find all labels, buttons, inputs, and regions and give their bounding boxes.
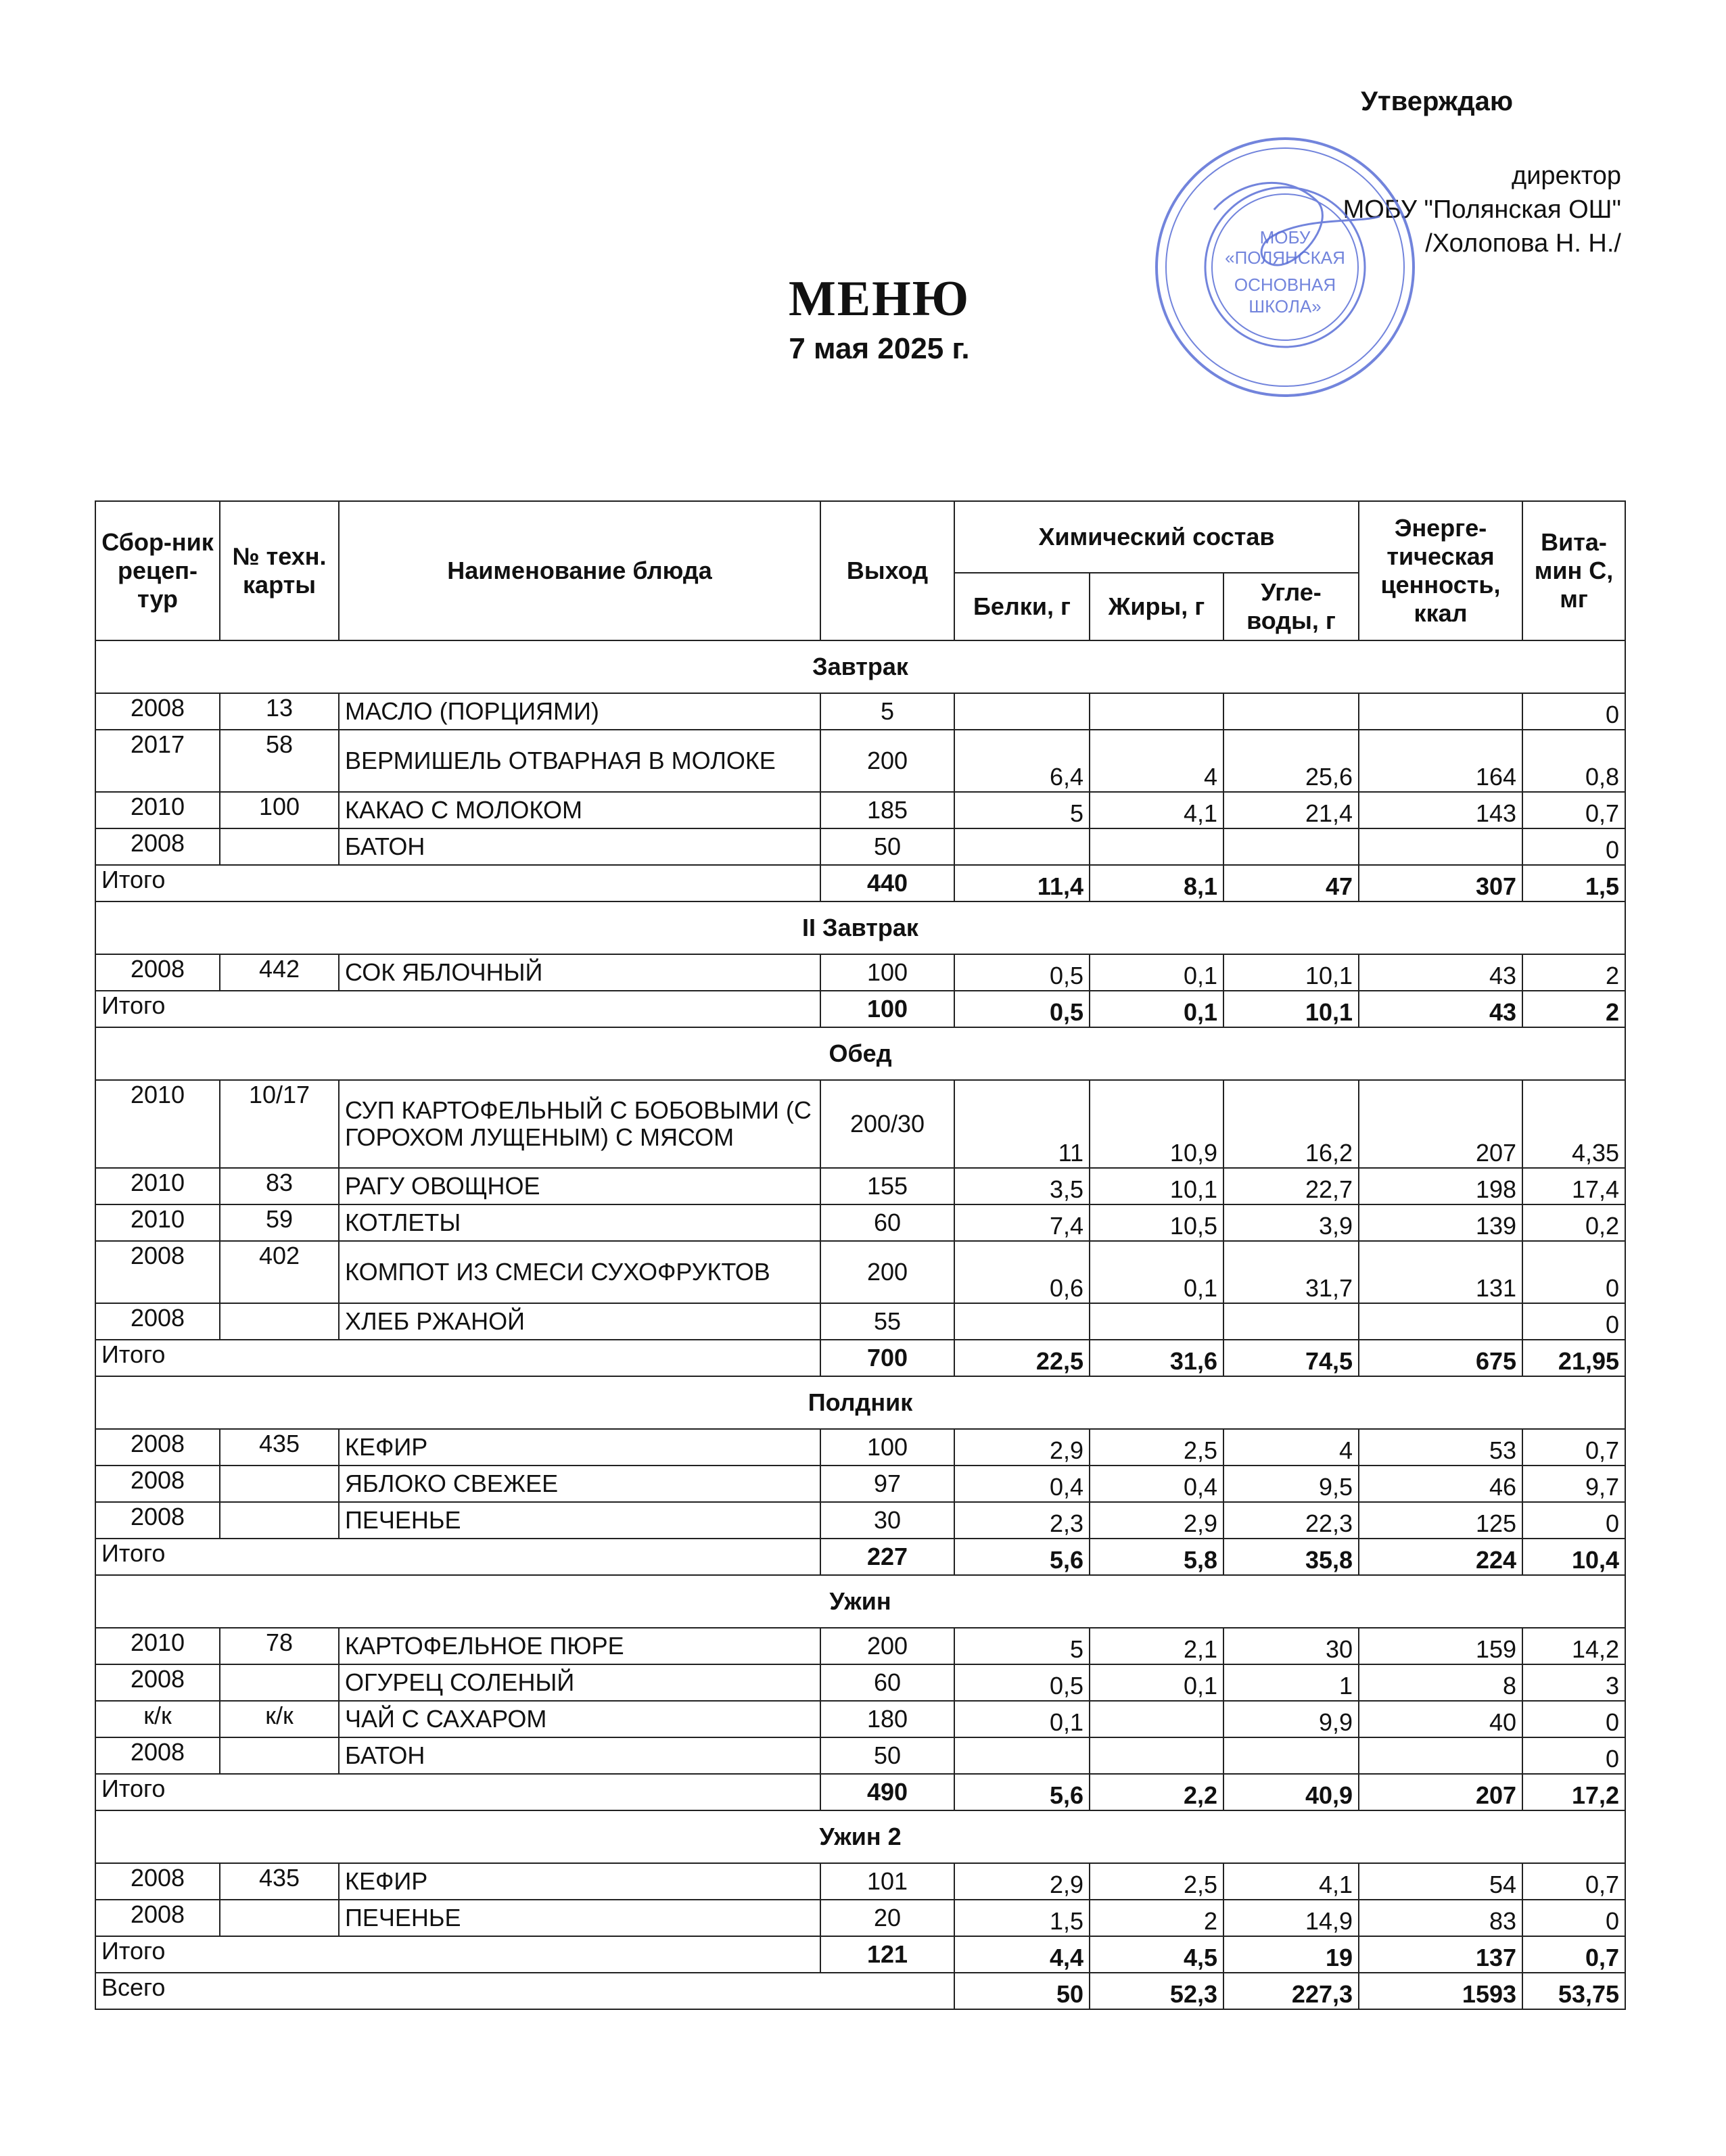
carbs-cell: 16,2 bbox=[1223, 1080, 1359, 1168]
energy-cell bbox=[1359, 1737, 1522, 1774]
subtotal-row bbox=[95, 1774, 1625, 1810]
carbs-cell: 9,9 bbox=[1223, 1701, 1359, 1737]
table-row bbox=[95, 1900, 1625, 1936]
carbs-cell: 4 bbox=[1223, 1429, 1359, 1466]
menu-body bbox=[95, 640, 1625, 2009]
table-row bbox=[95, 1303, 1625, 1340]
energy-cell bbox=[1359, 1303, 1522, 1340]
subtotal-carbs: 74,5 bbox=[1223, 1340, 1359, 1376]
energy-cell: 207 bbox=[1359, 1080, 1522, 1168]
output-cell: 60 bbox=[820, 1204, 954, 1241]
school-seal-stamp bbox=[1150, 128, 1420, 406]
carbs-cell bbox=[1223, 1737, 1359, 1774]
recipe-collection-cell: к/к bbox=[95, 1701, 220, 1737]
subtotal-fat: 5,8 bbox=[1090, 1539, 1223, 1575]
table-row bbox=[95, 1204, 1625, 1241]
output-cell: 200 bbox=[820, 1628, 954, 1664]
vitamin-c-cell: 0 bbox=[1522, 1900, 1625, 1936]
recipe-collection-cell: 2008 bbox=[95, 1466, 220, 1502]
fat-cell: 4 bbox=[1090, 730, 1223, 792]
recipe-collection-cell: 2008 bbox=[95, 1241, 220, 1303]
subtotal-protein: 11,4 bbox=[954, 865, 1090, 901]
col-header-fat: Жиры, г bbox=[1090, 573, 1223, 640]
subtotal-protein: 4,4 bbox=[954, 1936, 1090, 1973]
energy-cell bbox=[1359, 828, 1522, 865]
seal-text-2: «ПОЛЯНСКАЯ bbox=[1225, 248, 1345, 268]
seal-text-3: ОСНОВНАЯ bbox=[1234, 275, 1336, 295]
tech-card-cell: 402 bbox=[220, 1241, 339, 1303]
recipe-collection-cell: 2010 bbox=[95, 1204, 220, 1241]
dish-name-cell: СОК ЯБЛОЧНЫЙ bbox=[339, 954, 820, 991]
section-header-row bbox=[95, 1575, 1625, 1628]
vitamin-c-cell: 0,7 bbox=[1522, 1429, 1625, 1466]
vitamin-c-cell: 0 bbox=[1522, 1737, 1625, 1774]
table-row bbox=[95, 1628, 1625, 1664]
output-cell: 180 bbox=[820, 1701, 954, 1737]
vitamin-c-cell: 14,2 bbox=[1522, 1628, 1625, 1664]
menu-table bbox=[95, 500, 1626, 2010]
subtotal-fat: 8,1 bbox=[1090, 865, 1223, 901]
protein-cell: 7,4 bbox=[954, 1204, 1090, 1241]
recipe-collection-cell: 2008 bbox=[95, 1664, 220, 1701]
section-header-row bbox=[95, 1810, 1625, 1863]
subtotal-row bbox=[95, 865, 1625, 901]
protein-cell: 11 bbox=[954, 1080, 1090, 1168]
carbs-cell bbox=[1223, 693, 1359, 730]
header-row-1 bbox=[95, 501, 1625, 573]
output-cell: 20 bbox=[820, 1900, 954, 1936]
grand-total-row bbox=[95, 1973, 1625, 2009]
energy-cell: 8 bbox=[1359, 1664, 1522, 1701]
dish-name-cell: ХЛЕБ РЖАНОЙ bbox=[339, 1303, 820, 1340]
tech-card-cell: 10/17 bbox=[220, 1080, 339, 1168]
approval-title: Утверждаю bbox=[1361, 87, 1513, 116]
carbs-cell bbox=[1223, 1303, 1359, 1340]
fat-cell: 0,1 bbox=[1090, 954, 1223, 991]
protein-cell bbox=[954, 1303, 1090, 1340]
table-row bbox=[95, 1863, 1625, 1900]
subtotal-energy: 675 bbox=[1359, 1340, 1522, 1376]
fat-cell: 0,1 bbox=[1090, 1664, 1223, 1701]
subtotal-fat: 2,2 bbox=[1090, 1774, 1223, 1810]
dish-name-cell: ПЕЧЕНЬЕ bbox=[339, 1900, 820, 1936]
subtotal-vitamin-c: 0,7 bbox=[1522, 1936, 1625, 1973]
fat-cell: 0,1 bbox=[1090, 1241, 1223, 1303]
output-cell: 50 bbox=[820, 828, 954, 865]
carbs-cell: 10,1 bbox=[1223, 954, 1359, 991]
protein-cell: 0,5 bbox=[954, 954, 1090, 991]
vitamin-c-cell: 0,7 bbox=[1522, 792, 1625, 828]
protein-cell bbox=[954, 1737, 1090, 1774]
output-cell: 100 bbox=[820, 1429, 954, 1466]
col-header-carbs: Угле-воды, г bbox=[1223, 573, 1359, 640]
carbs-cell: 4,1 bbox=[1223, 1863, 1359, 1900]
recipe-collection-cell: 2008 bbox=[95, 954, 220, 991]
tech-card-cell bbox=[220, 828, 339, 865]
tech-card-cell bbox=[220, 1900, 339, 1936]
subtotal-vitamin-c: 17,2 bbox=[1522, 1774, 1625, 1810]
protein-cell: 0,4 bbox=[954, 1466, 1090, 1502]
approval-position: директор bbox=[1512, 162, 1621, 190]
energy-cell: 40 bbox=[1359, 1701, 1522, 1737]
tech-card-cell: к/к bbox=[220, 1701, 339, 1737]
fat-cell: 10,1 bbox=[1090, 1168, 1223, 1204]
col-header-energy: Энерге-тическая ценность, ккал bbox=[1359, 501, 1522, 640]
carbs-cell: 31,7 bbox=[1223, 1241, 1359, 1303]
recipe-collection-cell: 2008 bbox=[95, 1737, 220, 1774]
output-cell: 60 bbox=[820, 1664, 954, 1701]
vitamin-c-cell: 0,8 bbox=[1522, 730, 1625, 792]
output-cell: 200 bbox=[820, 1241, 954, 1303]
subtotal-energy: 43 bbox=[1359, 991, 1522, 1027]
output-cell: 5 bbox=[820, 693, 954, 730]
dish-name-cell: КОМПОТ ИЗ СМЕСИ СУХОФРУКТОВ bbox=[339, 1241, 820, 1303]
energy-cell bbox=[1359, 693, 1522, 730]
grand-total-label: Всего bbox=[95, 1973, 954, 2009]
energy-cell: 46 bbox=[1359, 1466, 1522, 1502]
output-cell: 101 bbox=[820, 1863, 954, 1900]
protein-cell: 2,9 bbox=[954, 1429, 1090, 1466]
vitamin-c-cell: 9,7 bbox=[1522, 1466, 1625, 1502]
section-title: Полдник bbox=[95, 1376, 1625, 1429]
table-row bbox=[95, 1429, 1625, 1466]
dish-name-cell: БАТОН bbox=[339, 828, 820, 865]
output-cell: 155 bbox=[820, 1168, 954, 1204]
protein-cell: 0,1 bbox=[954, 1701, 1090, 1737]
fat-cell: 2 bbox=[1090, 1900, 1223, 1936]
fat-cell: 2,1 bbox=[1090, 1628, 1223, 1664]
dish-name-cell: МАСЛО (ПОРЦИЯМИ) bbox=[339, 693, 820, 730]
subtotal-protein: 5,6 bbox=[954, 1539, 1090, 1575]
dish-name-cell: РАГУ ОВОЩНОЕ bbox=[339, 1168, 820, 1204]
table-row bbox=[95, 1664, 1625, 1701]
energy-cell: 83 bbox=[1359, 1900, 1522, 1936]
subtotal-carbs: 35,8 bbox=[1223, 1539, 1359, 1575]
fat-cell: 2,9 bbox=[1090, 1502, 1223, 1539]
subtotal-output: 100 bbox=[820, 991, 954, 1027]
recipe-collection-cell: 2008 bbox=[95, 1429, 220, 1466]
recipe-collection-cell: 2010 bbox=[95, 792, 220, 828]
carbs-cell: 9,5 bbox=[1223, 1466, 1359, 1502]
tech-card-cell: 100 bbox=[220, 792, 339, 828]
protein-cell bbox=[954, 828, 1090, 865]
recipe-collection-cell: 2008 bbox=[95, 1900, 220, 1936]
col-header-collection: Сбор-ник рецеп-тур bbox=[95, 501, 220, 640]
tech-card-cell bbox=[220, 1737, 339, 1774]
tech-card-cell: 435 bbox=[220, 1863, 339, 1900]
recipe-collection-cell: 2008 bbox=[95, 1303, 220, 1340]
col-header-protein: Белки, г bbox=[954, 573, 1090, 640]
recipe-collection-cell: 2008 bbox=[95, 1502, 220, 1539]
recipe-collection-cell: 2010 bbox=[95, 1168, 220, 1204]
subtotal-energy: 137 bbox=[1359, 1936, 1522, 1973]
energy-cell: 54 bbox=[1359, 1863, 1522, 1900]
protein-cell: 3,5 bbox=[954, 1168, 1090, 1204]
carbs-cell: 22,3 bbox=[1223, 1502, 1359, 1539]
output-cell: 100 bbox=[820, 954, 954, 991]
vitamin-c-cell: 4,35 bbox=[1522, 1080, 1625, 1168]
subtotal-vitamin-c: 21,95 bbox=[1522, 1340, 1625, 1376]
recipe-collection-cell: 2017 bbox=[95, 730, 220, 792]
recipe-collection-cell: 2008 bbox=[95, 828, 220, 865]
section-title: Ужин 2 bbox=[95, 1810, 1625, 1863]
energy-cell: 164 bbox=[1359, 730, 1522, 792]
output-cell: 55 bbox=[820, 1303, 954, 1340]
table-row bbox=[95, 730, 1625, 792]
table-row bbox=[95, 1502, 1625, 1539]
dish-name-cell: БАТОН bbox=[339, 1737, 820, 1774]
table-row bbox=[95, 1241, 1625, 1303]
grand-total-vitamin-c: 53,75 bbox=[1522, 1973, 1625, 2009]
protein-cell: 2,3 bbox=[954, 1502, 1090, 1539]
energy-cell: 139 bbox=[1359, 1204, 1522, 1241]
seal-text-1: МОБУ bbox=[1259, 227, 1311, 248]
vitamin-c-cell: 0,7 bbox=[1522, 1863, 1625, 1900]
subtotal-output: 121 bbox=[820, 1936, 954, 1973]
fat-cell: 2,5 bbox=[1090, 1863, 1223, 1900]
output-cell: 30 bbox=[820, 1502, 954, 1539]
approval-organization: МОБУ "Полянская ОШ" bbox=[1343, 195, 1621, 224]
subtotal-carbs: 40,9 bbox=[1223, 1774, 1359, 1810]
protein-cell: 5 bbox=[954, 792, 1090, 828]
tech-card-cell bbox=[220, 1664, 339, 1701]
vitamin-c-cell: 0 bbox=[1522, 693, 1625, 730]
protein-cell: 1,5 bbox=[954, 1900, 1090, 1936]
vitamin-c-cell: 3 bbox=[1522, 1664, 1625, 1701]
section-header-row bbox=[95, 1376, 1625, 1429]
energy-cell: 125 bbox=[1359, 1502, 1522, 1539]
subtotal-row bbox=[95, 991, 1625, 1027]
fat-cell: 4,1 bbox=[1090, 792, 1223, 828]
tech-card-cell: 435 bbox=[220, 1429, 339, 1466]
energy-cell: 43 bbox=[1359, 954, 1522, 991]
subtotal-output: 440 bbox=[820, 865, 954, 901]
col-header-chemical: Химический состав bbox=[954, 501, 1359, 573]
fat-cell: 10,9 bbox=[1090, 1080, 1223, 1168]
energy-cell: 198 bbox=[1359, 1168, 1522, 1204]
subtotal-fat: 4,5 bbox=[1090, 1936, 1223, 1973]
col-header-output: Выход bbox=[820, 501, 954, 640]
section-header-row bbox=[95, 1027, 1625, 1080]
dish-name-cell: ОГУРЕЦ СОЛЕНЫЙ bbox=[339, 1664, 820, 1701]
table-row bbox=[95, 693, 1625, 730]
subtotal-label: Итого bbox=[95, 1936, 820, 1973]
subtotal-row bbox=[95, 1539, 1625, 1575]
approval-signatory: /Холопова Н. Н./ bbox=[1425, 229, 1621, 258]
subtotal-protein: 22,5 bbox=[954, 1340, 1090, 1376]
col-header-card: № техн. карты bbox=[220, 501, 339, 640]
energy-cell: 53 bbox=[1359, 1429, 1522, 1466]
subtotal-row bbox=[95, 1936, 1625, 1973]
carbs-cell: 14,9 bbox=[1223, 1900, 1359, 1936]
tech-card-cell: 58 bbox=[220, 730, 339, 792]
subtotal-vitamin-c: 2 bbox=[1522, 991, 1625, 1027]
vitamin-c-cell: 0 bbox=[1522, 1303, 1625, 1340]
subtotal-energy: 207 bbox=[1359, 1774, 1522, 1810]
subtotal-energy: 307 bbox=[1359, 865, 1522, 901]
vitamin-c-cell: 0 bbox=[1522, 1502, 1625, 1539]
dish-name-cell: КАРТОФЕЛЬНОЕ ПЮРЕ bbox=[339, 1628, 820, 1664]
tech-card-cell bbox=[220, 1502, 339, 1539]
dish-name-cell: СУП КАРТОФЕЛЬНЫЙ С БОБОВЫМИ (С ГОРОХОМ ЛУЩЕНЫМ) С МЯСОМ bbox=[339, 1080, 820, 1168]
grand-total-protein: 50 bbox=[954, 1973, 1090, 2009]
vitamin-c-cell: 0,2 bbox=[1522, 1204, 1625, 1241]
fat-cell bbox=[1090, 1701, 1223, 1737]
subtotal-carbs: 47 bbox=[1223, 865, 1359, 901]
section-title: II Завтрак bbox=[95, 901, 1625, 954]
tech-card-cell: 83 bbox=[220, 1168, 339, 1204]
output-cell: 185 bbox=[820, 792, 954, 828]
table-row bbox=[95, 1701, 1625, 1737]
energy-cell: 159 bbox=[1359, 1628, 1522, 1664]
fat-cell bbox=[1090, 693, 1223, 730]
vitamin-c-cell: 0 bbox=[1522, 1241, 1625, 1303]
carbs-cell: 3,9 bbox=[1223, 1204, 1359, 1241]
subtotal-output: 227 bbox=[820, 1539, 954, 1575]
table-row bbox=[95, 1466, 1625, 1502]
protein-cell: 0,6 bbox=[954, 1241, 1090, 1303]
vitamin-c-cell: 0 bbox=[1522, 828, 1625, 865]
dish-name-cell: КОТЛЕТЫ bbox=[339, 1204, 820, 1241]
recipe-collection-cell: 2008 bbox=[95, 693, 220, 730]
dish-name-cell: ЯБЛОКО СВЕЖЕЕ bbox=[339, 1466, 820, 1502]
table-row bbox=[95, 954, 1625, 991]
subtotal-label: Итого bbox=[95, 991, 820, 1027]
energy-cell: 143 bbox=[1359, 792, 1522, 828]
protein-cell bbox=[954, 693, 1090, 730]
fat-cell: 2,5 bbox=[1090, 1429, 1223, 1466]
subtotal-carbs: 10,1 bbox=[1223, 991, 1359, 1027]
table-row bbox=[95, 1080, 1625, 1168]
output-cell: 200/30 bbox=[820, 1080, 954, 1168]
subtotal-output: 490 bbox=[820, 1774, 954, 1810]
subtotal-row bbox=[95, 1340, 1625, 1376]
tech-card-cell bbox=[220, 1303, 339, 1340]
vitamin-c-cell: 2 bbox=[1522, 954, 1625, 991]
section-title: Ужин bbox=[95, 1575, 1625, 1628]
carbs-cell bbox=[1223, 828, 1359, 865]
dish-name-cell: ВЕРМИШЕЛЬ ОТВАРНАЯ В МОЛОКЕ bbox=[339, 730, 820, 792]
table-row bbox=[95, 1737, 1625, 1774]
subtotal-vitamin-c: 10,4 bbox=[1522, 1539, 1625, 1575]
subtotal-label: Итого bbox=[95, 1774, 820, 1810]
col-header-vitamin: Вита-мин С, мг bbox=[1522, 501, 1625, 640]
protein-cell: 0,5 bbox=[954, 1664, 1090, 1701]
protein-cell: 5 bbox=[954, 1628, 1090, 1664]
seal-text-4: ШКОЛА» bbox=[1249, 296, 1322, 317]
dish-name-cell: КАКАО С МОЛОКОМ bbox=[339, 792, 820, 828]
subtotal-protein: 5,6 bbox=[954, 1774, 1090, 1810]
grand-total-carbs: 227,3 bbox=[1223, 1973, 1359, 2009]
document-title-block bbox=[703, 271, 1055, 366]
fat-cell bbox=[1090, 1737, 1223, 1774]
grand-total-energy: 1593 bbox=[1359, 1973, 1522, 2009]
tech-card-cell: 442 bbox=[220, 954, 339, 991]
subtotal-output: 700 bbox=[820, 1340, 954, 1376]
subtotal-energy: 224 bbox=[1359, 1539, 1522, 1575]
dish-name-cell: КЕФИР bbox=[339, 1429, 820, 1466]
grand-total-fat: 52,3 bbox=[1090, 1973, 1223, 2009]
dish-name-cell: ПЕЧЕНЬЕ bbox=[339, 1502, 820, 1539]
subtotal-protein: 0,5 bbox=[954, 991, 1090, 1027]
dish-name-cell: ЧАЙ С САХАРОМ bbox=[339, 1701, 820, 1737]
tech-card-cell: 13 bbox=[220, 693, 339, 730]
carbs-cell: 1 bbox=[1223, 1664, 1359, 1701]
tech-card-cell bbox=[220, 1466, 339, 1502]
subtotal-label: Итого bbox=[95, 1340, 820, 1376]
table-row bbox=[95, 792, 1625, 828]
col-header-dish: Наименование блюда bbox=[339, 501, 820, 640]
fat-cell: 0,4 bbox=[1090, 1466, 1223, 1502]
tech-card-cell: 59 bbox=[220, 1204, 339, 1241]
subtotal-label: Итого bbox=[95, 1539, 820, 1575]
fat-cell: 10,5 bbox=[1090, 1204, 1223, 1241]
dish-name-cell: КЕФИР bbox=[339, 1863, 820, 1900]
subtotal-carbs: 19 bbox=[1223, 1936, 1359, 1973]
vitamin-c-cell: 17,4 bbox=[1522, 1168, 1625, 1204]
subtotal-fat: 0,1 bbox=[1090, 991, 1223, 1027]
table-row bbox=[95, 828, 1625, 865]
fat-cell bbox=[1090, 828, 1223, 865]
energy-cell: 131 bbox=[1359, 1241, 1522, 1303]
recipe-collection-cell: 2010 bbox=[95, 1080, 220, 1168]
recipe-collection-cell: 2010 bbox=[95, 1628, 220, 1664]
page-title: МЕНЮ bbox=[788, 271, 971, 327]
subtotal-fat: 31,6 bbox=[1090, 1340, 1223, 1376]
output-cell: 200 bbox=[820, 730, 954, 792]
subtotal-label: Итого bbox=[95, 865, 820, 901]
subtotal-vitamin-c: 1,5 bbox=[1522, 865, 1625, 901]
section-header-row bbox=[95, 640, 1625, 693]
carbs-cell: 25,6 bbox=[1223, 730, 1359, 792]
table-row bbox=[95, 1168, 1625, 1204]
output-cell: 50 bbox=[820, 1737, 954, 1774]
menu-date: 7 мая 2025 г. bbox=[789, 332, 970, 365]
section-title: Обед bbox=[95, 1027, 1625, 1080]
section-title: Завтрак bbox=[95, 640, 1625, 693]
output-cell: 97 bbox=[820, 1466, 954, 1502]
section-header-row bbox=[95, 901, 1625, 954]
carbs-cell: 22,7 bbox=[1223, 1168, 1359, 1204]
protein-cell: 2,9 bbox=[954, 1863, 1090, 1900]
carbs-cell: 21,4 bbox=[1223, 792, 1359, 828]
protein-cell: 6,4 bbox=[954, 730, 1090, 792]
carbs-cell: 30 bbox=[1223, 1628, 1359, 1664]
recipe-collection-cell: 2008 bbox=[95, 1863, 220, 1900]
fat-cell bbox=[1090, 1303, 1223, 1340]
vitamin-c-cell: 0 bbox=[1522, 1701, 1625, 1737]
tech-card-cell: 78 bbox=[220, 1628, 339, 1664]
